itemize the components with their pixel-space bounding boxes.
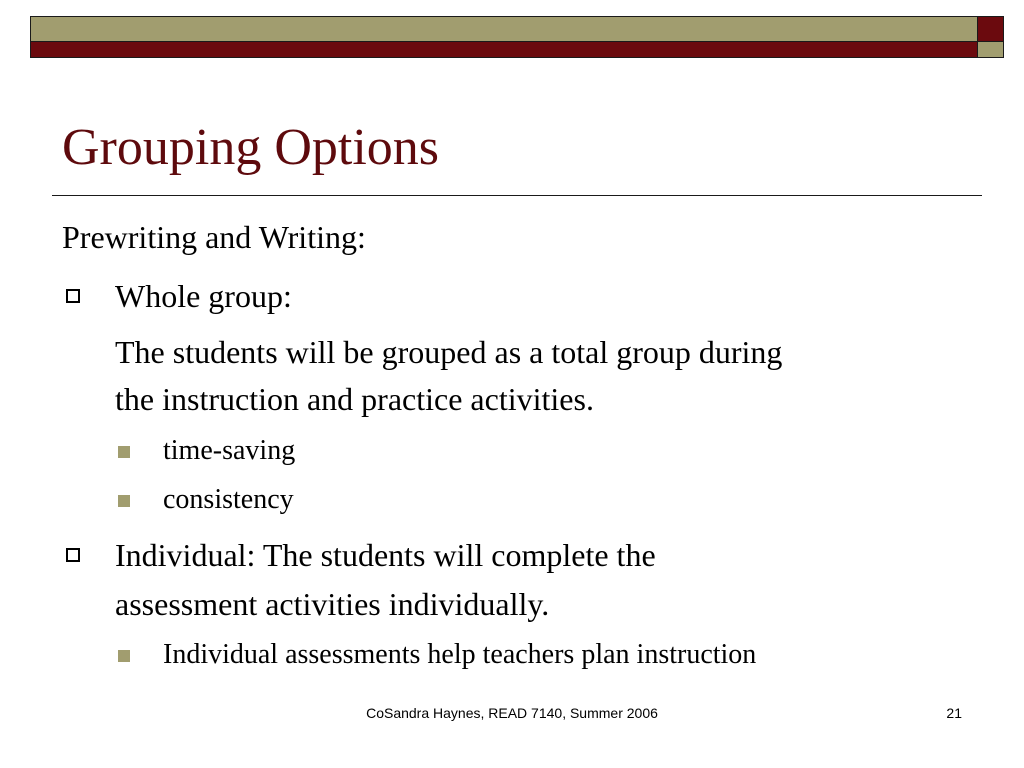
header-square-olive — [977, 41, 1004, 58]
bullet-individual-line-2: assessment activities individually. — [115, 586, 550, 622]
header-square-maroon — [977, 16, 1004, 42]
intro-text: Prewriting and Writing: — [62, 219, 366, 255]
header-bar-maroon — [30, 41, 978, 58]
sub-bullet-consistency: consistency — [163, 484, 294, 515]
title-divider — [52, 195, 982, 196]
filled-square-bullet-icon — [118, 495, 130, 507]
hollow-square-bullet-icon — [66, 548, 80, 562]
sub-bullet-individual-assessments: Individual assessments help teachers plan instruction — [163, 639, 757, 670]
hollow-square-bullet-icon — [66, 289, 80, 303]
filled-square-bullet-icon — [118, 650, 130, 662]
page-number: 21 — [946, 705, 962, 721]
filled-square-bullet-icon — [118, 446, 130, 458]
header-bar-olive — [30, 16, 978, 42]
footer-text: CoSandra Haynes, READ 7140, Summer 2006 — [366, 705, 658, 721]
bullet-whole-group-body-line-1: The students will be grouped as a total group during — [115, 334, 783, 370]
bullet-whole-group-label: Whole group: — [115, 278, 292, 314]
bullet-individual-line-1: Individual: The students will complete the — [115, 537, 656, 573]
bullet-whole-group-body-line-2: the instruction and practice activities. — [115, 381, 594, 417]
sub-bullet-time-saving: time-saving — [163, 435, 296, 466]
slide-title: Grouping Options — [62, 119, 439, 176]
